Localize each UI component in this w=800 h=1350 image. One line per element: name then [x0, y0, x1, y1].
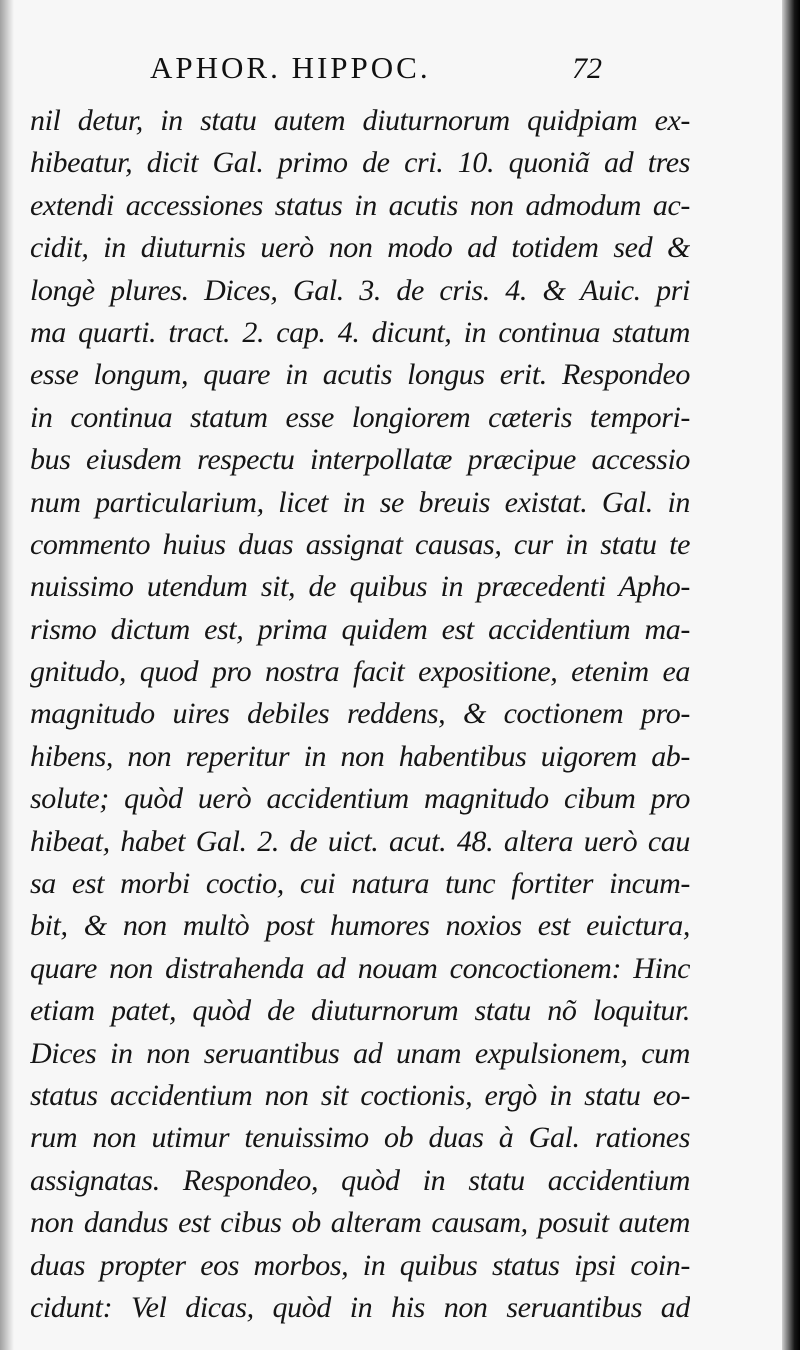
text-line: esse longum, quare in acutis longus erit. Respondeo — [30, 358, 690, 392]
text-line: solute; quòd uerò accidentium magnitudo cibum pro — [30, 782, 690, 816]
text-line: nil detur, in statu autem diuturnorum quidpiam ex- — [30, 104, 690, 137]
page-header — [150, 50, 650, 94]
text-line: etiam patet, quòd de diuturnorum statu nõ loquitur. — [30, 994, 690, 1028]
text-line: in continua statum esse longiorem cæteris tempori- — [30, 400, 690, 434]
text-line: nuissimo utendum sit, de quibus in præcedenti Apho- — [30, 570, 690, 604]
text-line: commento huius duas assignat causas, cur in statu te — [30, 527, 690, 561]
text-line: longè plures. Dices, Gal. 3. de cris. 4. & Auic. pri — [30, 273, 690, 307]
text-line: ma quarti. tract. 2. cap. 4. dicunt, in continua statum — [30, 315, 690, 349]
text-line: hibeat, habet Gal. 2. de uict. acut. 48. altera uerò cau — [30, 824, 690, 858]
text-line: num particularium, licet in se breuis existat. Gal. in — [30, 485, 690, 519]
text-line: bus eiusdem respectu interpollatæ præcipue accessio — [30, 443, 690, 477]
page-number: 72 — [572, 52, 602, 85]
text-line: duas propter eos morbos, in quibus status ipsi coin- — [30, 1248, 690, 1282]
body-text — [30, 100, 690, 1329]
gutter-shadow — [0, 0, 14, 1350]
text-line: hibeatur, dicit Gal. primo de cri. 10. quoniã ad tres — [30, 146, 690, 180]
text-line: hibens, non reperitur in non habentibus uigorem ab- — [30, 739, 690, 773]
text-line: quare non distrahenda ad nouam concoctionem: Hinc — [30, 951, 690, 985]
text-line: non dandus est cibus ob alteram causam, posuit autem — [30, 1206, 690, 1240]
text-line: magnitudo uires debiles reddens, & coctionem pro- — [30, 697, 690, 731]
text-line: extendi accessiones status in acutis non admodum ac- — [30, 188, 690, 222]
text-line: gnitudo, quod pro nostra facit expositione, etenim ea — [30, 655, 690, 689]
text-line: bit, & non multò post humores noxios est euictura, — [30, 909, 690, 943]
text-line: rum non utimur tenuissimo ob duas à Gal. rationes — [30, 1121, 690, 1155]
page-edge-shadow — [782, 0, 800, 1350]
text-line: rismo dictum est, prima quidem est accidentium ma- — [30, 612, 690, 646]
text-line: cidit, in diuturnis uerò non modo ad totidem sed & — [30, 231, 690, 265]
text-line: assignatas. Respondeo, quòd in statu accidentium — [30, 1163, 690, 1197]
text-line: status accidentium non sit coctionis, ergò in statu eo- — [30, 1078, 690, 1112]
text-line: cidunt: Vel dicas, quòd in his non seruantibus ad — [30, 1290, 690, 1324]
text-line: sa est morbi coctio, cui natura tunc fortiter incum- — [30, 867, 690, 901]
text-line: Dices in non seruantibus ad unam expulsionem, cum — [30, 1036, 690, 1070]
running-title: APHOR. HIPPOC. — [150, 50, 431, 85]
